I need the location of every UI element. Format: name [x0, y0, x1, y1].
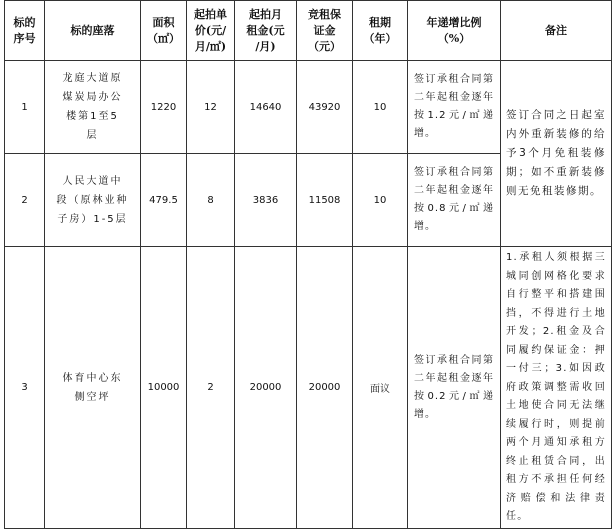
cell-start-monthly-rent: 3836 — [235, 154, 297, 247]
cell-lot-no: 2 — [5, 154, 45, 247]
cell-remarks: 1.承租人须根据三城同创网格化要求自行整平和搭建围挡，不得进行土地开发；2.租金及合同履约保证金：押一付三；3.如因政府政策调整需收回土地使合同无法继续履行时，则提前两个月通知承租方终止租赁合同，出租方不承担任何经济赔偿和法律责任。 — [501, 247, 612, 529]
cell-term: 10 — [353, 61, 408, 154]
cell-area: 479.5 — [141, 154, 187, 247]
cell-location: 龙庭大道原 煤炭局办公 楼第1至5 层 — [45, 61, 141, 154]
auction-lots-table — [4, 0, 612, 529]
cell-deposit: 43920 — [297, 61, 353, 154]
header-lot-no: 标的 序号 — [5, 1, 45, 61]
header-deposit: 竞租保 证金 （元） — [297, 1, 353, 61]
header-area: 面积 （㎡） — [141, 1, 187, 61]
header-remarks: 备注 — [501, 1, 612, 61]
header-start-monthly-rent: 起拍月 租金(元 /月) — [235, 1, 297, 61]
header-location: 标的座落 — [45, 1, 141, 61]
cell-lot-no: 3 — [5, 247, 45, 529]
cell-area: 1220 — [141, 61, 187, 154]
table-row — [5, 247, 612, 529]
cell-area: 10000 — [141, 247, 187, 529]
header-row — [5, 1, 612, 61]
cell-deposit: 11508 — [297, 154, 353, 247]
cell-location: 体育中心东 侧空坪 — [45, 247, 141, 529]
header-annual-increase: 年递增比例 （%） — [408, 1, 501, 61]
cell-lot-no: 1 — [5, 61, 45, 154]
header-term: 租期 （年） — [353, 1, 408, 61]
cell-annual-increase: 签订承租合同第二年起租金逐年按0.8元/㎡递增。 — [408, 154, 501, 247]
cell-start-price: 2 — [187, 247, 235, 529]
cell-start-price: 12 — [187, 61, 235, 154]
cell-start-price: 8 — [187, 154, 235, 247]
cell-start-monthly-rent: 14640 — [235, 61, 297, 154]
header-start-price: 起拍单 价(元/ 月/㎡) — [187, 1, 235, 61]
cell-deposit: 20000 — [297, 247, 353, 529]
cell-term: 面议 — [353, 247, 408, 529]
cell-remarks-shared: 签订合同之日起室内外重新装修的给予3个月免租装修期；如不重新装修则无免租装修期。 — [501, 61, 612, 247]
table-row — [5, 61, 612, 154]
cell-location: 人民大道中 段（原林业种 子房）1-5层 — [45, 154, 141, 247]
cell-term: 10 — [353, 154, 408, 247]
cell-annual-increase: 签订承租合同第二年起租金逐年按0.2元/㎡递增。 — [408, 247, 501, 529]
cell-start-monthly-rent: 20000 — [235, 247, 297, 529]
cell-annual-increase: 签订承租合同第二年起租金逐年按1.2元/㎡递增。 — [408, 61, 501, 154]
